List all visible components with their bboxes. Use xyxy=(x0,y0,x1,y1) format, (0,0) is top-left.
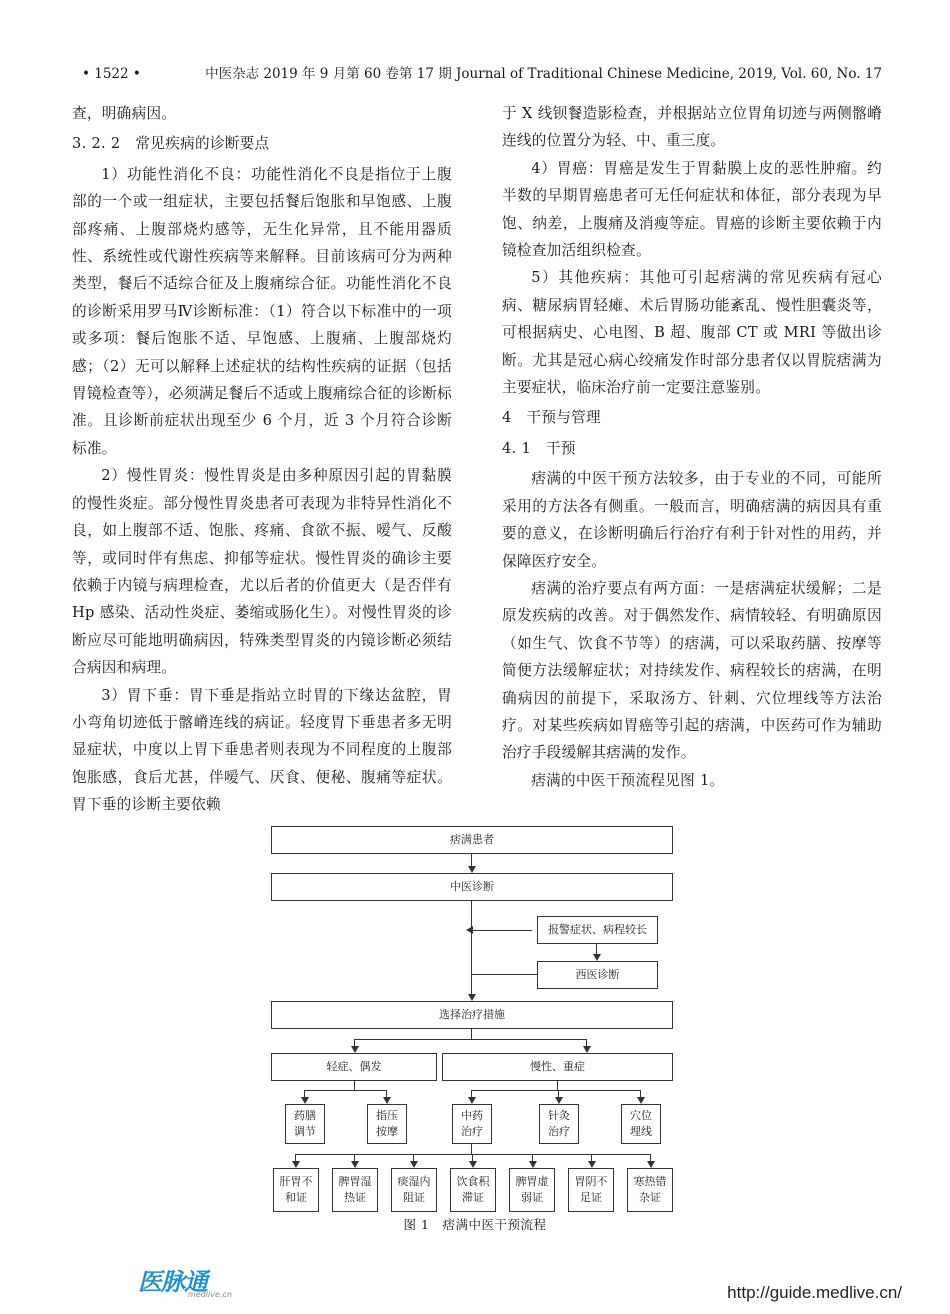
node-mild: 轻症、偶发 xyxy=(271,1053,437,1081)
logo-subtext: medlive.cn xyxy=(188,1290,232,1299)
node-syndrome: 饮食积滞证 xyxy=(450,1168,496,1212)
paragraph: 4）胃癌：胃癌是发生于胃黏膜上皮的恶性肿瘤。约半数的早期胃癌患者可无任何症状和体征，部分表现为早饱、纳差，上腹痛及消瘦等症。胃癌的诊断主要依赖于内镜检查加活组织检查。 xyxy=(502,159,882,260)
node-choose-treatment: 选择治疗措施 xyxy=(271,1001,673,1029)
arrow xyxy=(593,954,601,961)
connector xyxy=(471,1090,641,1091)
node-treatment: 药膳调节 xyxy=(285,1104,325,1144)
node-syndrome: 脾胃湿热证 xyxy=(332,1168,378,1212)
footer-url[interactable]: http://guide.medlive.cn/ xyxy=(727,1283,902,1302)
arrow xyxy=(410,1161,418,1168)
connector xyxy=(472,930,532,931)
connector xyxy=(471,901,472,996)
page-header xyxy=(82,62,882,86)
medlive-logo xyxy=(138,1262,238,1302)
node-tcm-diagnosis: 中医诊断 xyxy=(271,873,673,901)
paragraph: 痞满的治疗要点有两方面：一是痞满症状缓解；二是原发疾病的改善。对于偶然发作、病情较轻、有明确原因（如生气、饮食不节等）的痞满，可以采取药膳、按摩等简便方法缓解症状；对持续发作、病程较长的痞满，在明确病因的前提下，采取汤方、针刺、穴位埋线等方法治疗。对某些疾病如胃癌等引起的痞满，中医药可作为辅助治疗手段缓解其痞满的发作。 xyxy=(502,579,882,762)
left-column xyxy=(72,100,452,819)
paragraph: 痞满的中医干预方法较多，由于专业的不同，可能所采用的方法各有侧重。一般而言，明确痞满的病因具有重要的意义，在诊断明确后行治疗有利于针对性的用药，并保障医疗安全。 xyxy=(502,470,882,570)
connector xyxy=(304,1090,387,1091)
paragraph: 于 X 线钡餐造影检查，并根据站立位胃角切迹与两侧髂嵴连线的位置分为轻、中、重三度。 xyxy=(502,105,882,150)
paragraph: 痞满的中医干预流程见图 1。 xyxy=(531,771,725,789)
section-heading: 3. 2. 2 常见疾病的诊断要点 xyxy=(72,135,270,153)
node-western-diagnosis: 西医诊断 xyxy=(537,961,658,989)
arrow xyxy=(647,1161,655,1168)
paragraph: 1）功能性消化不良：功能性消化不良是指位于上腹部的一个或一组症状，主要包括餐后饱胀和早饱感、上腹部疼痛、上腹部烧灼感等，无生化异常，且不能用器质性、系统性或代谢性疾病等来解释。目前该病可分为两种类型，餐后不适综合征及上腹痛综合征。功能性消化不良的诊断采用罗马Ⅳ诊断标准：（1）符合以下标准中的一项或多项：餐后饱胀不适、早饱感、上腹痛、上腹部烧灼感；（2）无可以解释上述症状的结构性疾病的证据（包括胃镜检查等），必须满足餐后不适或上腹痛综合征的诊断标准。且诊断前症状出现至少 6 个月，近 3 个月符合诊断标准。 xyxy=(72,165,452,457)
page-number: • 1522 • xyxy=(82,66,141,82)
node-treatment: 穴位埋线 xyxy=(621,1104,661,1144)
arrow xyxy=(588,1161,596,1168)
paragraph: 查，明确病因。 xyxy=(72,105,177,122)
flowchart-figure xyxy=(268,822,676,1220)
node-alarm: 报警症状、病程较长 xyxy=(537,916,658,944)
arrow xyxy=(292,1161,300,1168)
arrow xyxy=(637,1097,645,1104)
node-syndrome: 胃阴不足证 xyxy=(568,1168,614,1212)
section-heading: 4 干预与管理 xyxy=(502,409,601,427)
arrow xyxy=(469,1161,477,1168)
figure-caption: 图 1 痞满中医干预流程 xyxy=(403,1217,547,1232)
subsection-heading: 4. 1 干预 xyxy=(502,439,576,457)
arrow xyxy=(383,1097,391,1104)
paragraph: 2）慢性胃炎：慢性胃炎是由多种原因引起的胃黏膜的慢性炎症。部分慢性胃炎患者可表现为非特异性消化不良，如上腹部不适、饱胀、疼痛、食欲不振、嗳气、反酸等，或同时伴有焦虑、抑郁等症状。慢性胃炎的确诊主要依赖于内镜与病理检查，尤以后者的价值更大（是否伴有 Hp 感染、活动性炎症、萎缩或肠化生）。对慢性胃炎的诊断应尽可能地明确病因，特殊类型胃炎的内镜诊断必须结合病因和病理。 xyxy=(72,467,452,677)
node-syndrome: 寒热错杂证 xyxy=(627,1168,673,1212)
node-syndrome: 肝胃不和证 xyxy=(273,1168,319,1212)
node-chronic: 慢性、重症 xyxy=(442,1053,673,1081)
arrow xyxy=(466,926,473,934)
connector xyxy=(354,1039,587,1040)
arrow xyxy=(583,1046,591,1053)
node-treatment: 针灸治疗 xyxy=(539,1104,579,1144)
arrow xyxy=(529,1161,537,1168)
connector xyxy=(472,974,537,975)
arrow xyxy=(351,1046,359,1053)
arrow xyxy=(555,1097,563,1104)
arrow xyxy=(468,994,476,1001)
arrow xyxy=(468,866,476,873)
right-column xyxy=(502,100,882,794)
arrow xyxy=(351,1161,359,1168)
node-treatment: 中药治疗 xyxy=(452,1104,492,1144)
running-title: 中医杂志 2019 年 9 月第 60 卷第 17 期 Journal of Traditional Chinese Medicine, 2019, Vol. 60, No. 17 xyxy=(205,66,882,82)
arrow xyxy=(301,1097,309,1104)
node-treatment: 指压按摩 xyxy=(367,1104,407,1144)
paragraph: 3）胃下垂：胃下垂是指站立时胃的下缘达盆腔，胃小弯角切迹低于髂嵴连线的病证。轻度胃下垂患者多无明显症状，中度以上胃下垂患者则表现为不同程度的上腹部饱胀感，食后尤甚，伴嗳气、厌食、便秘、腹痛等症状。胃下垂的诊断主要依赖 xyxy=(72,686,452,814)
logo-text: 医脉通 xyxy=(138,1268,207,1296)
arrow xyxy=(468,1097,476,1104)
node-patient: 痞满患者 xyxy=(271,826,673,854)
node-syndrome: 痰湿内阻证 xyxy=(391,1168,437,1212)
paragraph: 5）其他疾病：其他可引起痞满的常见疾病有冠心病、糖尿病胃轻瘫、术后胃肠功能紊乱、慢性胆囊炎等，可根据病史、心电图、B 超、腹部 CT 或 MRI 等做出诊断。尤其是冠心病心绞痛发作时部分患者仅以胃脘痞满为主要症状，临床治疗前一定要注意鉴别。 xyxy=(502,269,882,397)
node-syndrome: 脾胃虚弱证 xyxy=(509,1168,555,1212)
